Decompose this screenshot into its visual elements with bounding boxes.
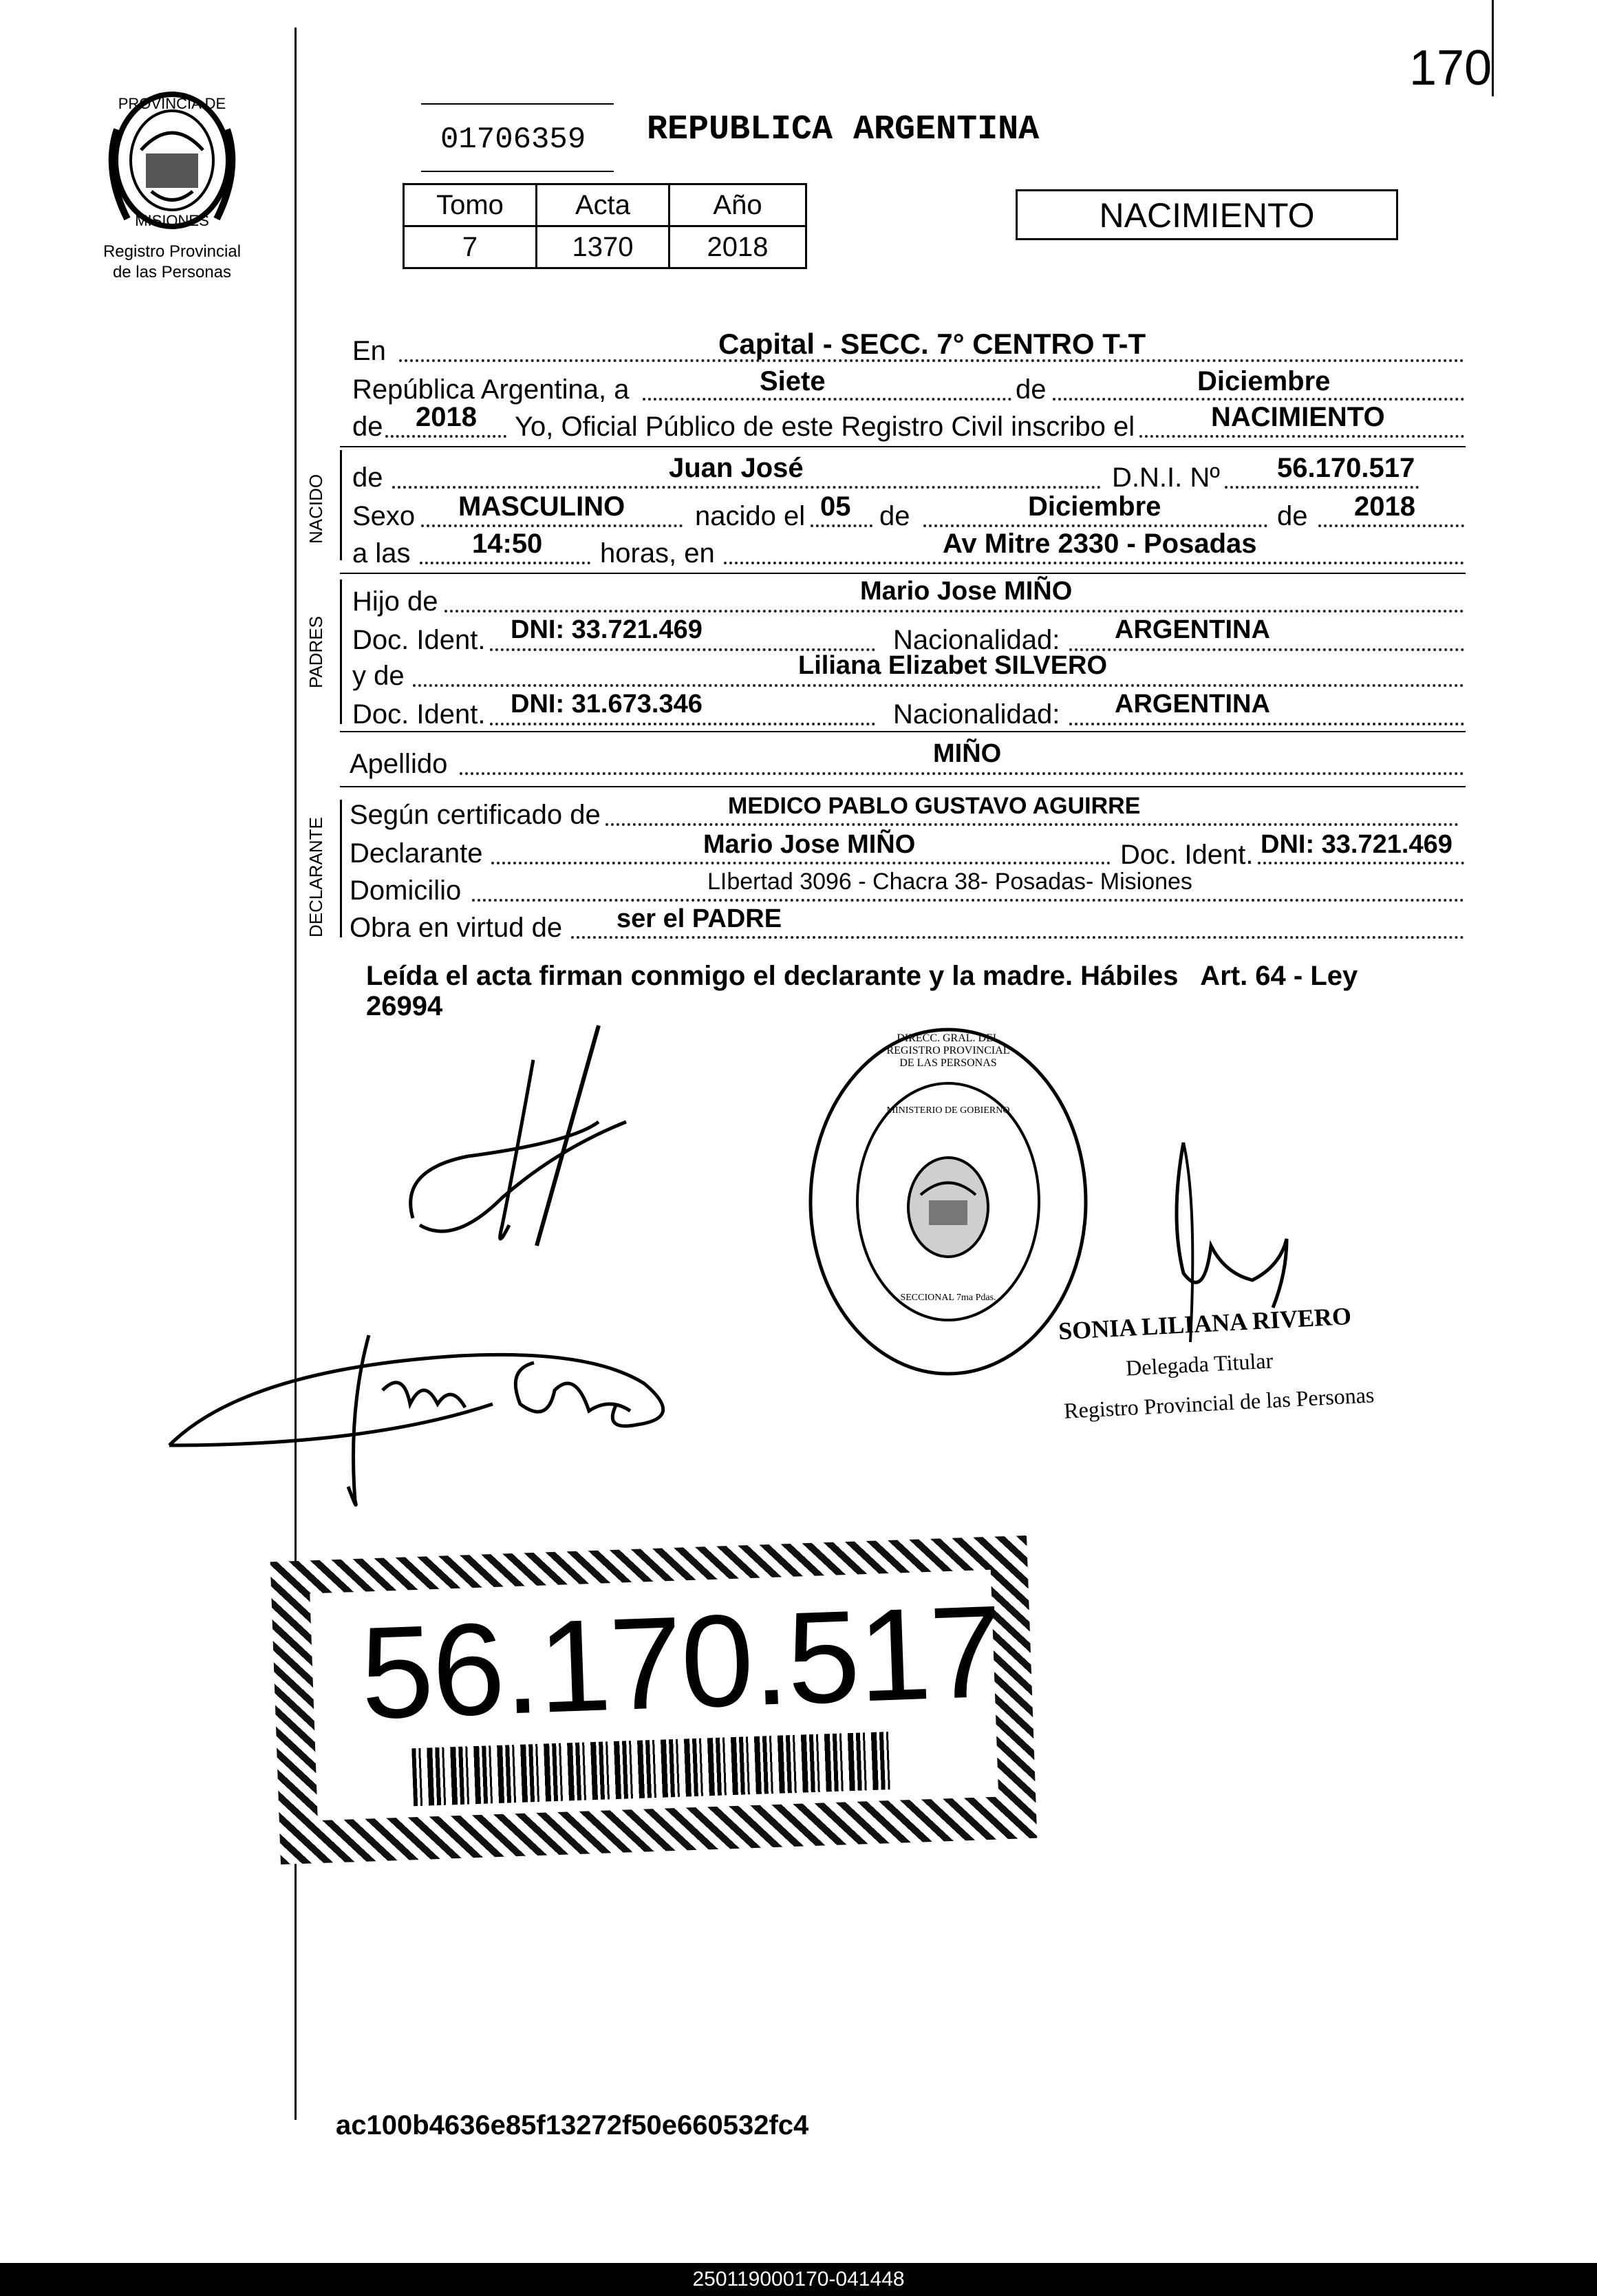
official-office: Registro Provincial de las Personas bbox=[1063, 1382, 1375, 1423]
control-number-bottom-rule bbox=[421, 171, 614, 172]
side-label-padres: PADRES bbox=[306, 616, 326, 688]
bar-declarante bbox=[340, 800, 342, 937]
rule-padres-bottom bbox=[340, 731, 1466, 732]
value-padre-doc: DNI: 33.721.469 bbox=[511, 615, 703, 644]
label-en: En bbox=[352, 336, 386, 366]
value-sexo: MASCULINO bbox=[458, 491, 625, 522]
value-declarante-doc: DNI: 33.721.469 bbox=[1261, 830, 1453, 859]
side-label-nacido: NACIDO bbox=[306, 474, 326, 544]
label-obra: Obra en virtud de bbox=[350, 913, 563, 943]
value-anio: 2018 bbox=[416, 402, 477, 432]
value-nombre: Juan José bbox=[669, 453, 804, 483]
dots-dia-nac bbox=[811, 524, 872, 527]
footer-bar bbox=[0, 2263, 1597, 2296]
acta-value-acta: 1370 bbox=[537, 226, 669, 268]
dots-hora bbox=[420, 562, 590, 564]
control-number-top-rule bbox=[421, 103, 614, 105]
right-edge-line bbox=[1492, 0, 1494, 96]
value-domicilio: LIbertad 3096 - Chacra 38- Posadas- Misiones bbox=[707, 869, 1192, 895]
coat-of-arms-logo bbox=[103, 88, 241, 233]
dots-lugar-nac bbox=[724, 562, 1464, 564]
dots-dni bbox=[1225, 486, 1419, 489]
label-de-nombre: de bbox=[352, 463, 383, 493]
dots-padre-nac bbox=[1069, 648, 1464, 651]
label-doc-ident-padre: Doc. Ident. bbox=[352, 625, 486, 655]
official-name: SONIA LILIANA RIVERO bbox=[1058, 1301, 1352, 1346]
dots-anio-nac bbox=[1318, 524, 1464, 527]
label-doc-ident-declarante: Doc. Ident. bbox=[1120, 840, 1254, 870]
dots-nombre bbox=[392, 486, 1101, 489]
dots-madre-nac bbox=[1069, 723, 1464, 725]
country-title: REPUBLICA ARGENTINA bbox=[647, 110, 1040, 149]
dots-certificado bbox=[605, 823, 1459, 826]
dots-declarante-doc bbox=[1258, 862, 1464, 864]
official-role: Delegada Titular bbox=[1125, 1348, 1274, 1381]
footer-code: 250119000170-041448 bbox=[692, 2268, 905, 2290]
stamp-inner-text: MINISTERIO DE GOBIERNO bbox=[886, 1105, 1010, 1116]
value-mes-nac: Diciembre bbox=[1028, 491, 1161, 522]
value-tipo: NACIMIENTO bbox=[1211, 402, 1385, 432]
label-nacionalidad-padre: Nacionalidad: bbox=[893, 625, 1060, 655]
label-doc-ident-madre: Doc. Ident. bbox=[352, 699, 486, 730]
value-obra: ser el PADRE bbox=[617, 904, 782, 933]
value-anio-nac: 2018 bbox=[1354, 491, 1415, 522]
value-lugar-nac: Av Mitre 2330 - Posadas bbox=[943, 529, 1257, 559]
acta-table bbox=[403, 183, 807, 269]
closing-line1: Leída el acta firman conmigo el declarante y la madre. Hábiles Art. 64 - Ley bbox=[366, 961, 1358, 991]
label-yo: Yo, Oficial Público de este Registro Civil inscribo el bbox=[515, 412, 1135, 442]
label-republica: República Argentina, a bbox=[352, 374, 630, 405]
signature-declarante bbox=[399, 1019, 647, 1266]
acta-header-acta: Acta bbox=[537, 184, 669, 226]
value-madre-doc: DNI: 31.673.346 bbox=[511, 690, 703, 719]
label-declarante: Declarante bbox=[350, 838, 483, 869]
label-de-mes-nac: de bbox=[879, 501, 910, 531]
act-type-box bbox=[1016, 189, 1398, 240]
label-hijo-de: Hijo de bbox=[352, 586, 438, 617]
label-apellido: Apellido bbox=[350, 749, 448, 779]
signature-madre bbox=[162, 1328, 713, 1521]
acta-value-tomo: 7 bbox=[404, 226, 537, 268]
closing-line2: 26994 bbox=[366, 991, 443, 1021]
logo-caption-line1: Registro Provincial bbox=[103, 242, 242, 261]
dots-declarante bbox=[491, 862, 1111, 864]
label-de-mes: de bbox=[1016, 374, 1047, 405]
dots-madre bbox=[413, 684, 1464, 687]
value-mes: Diciembre bbox=[1197, 366, 1331, 396]
label-nacido-el: nacido el bbox=[695, 501, 806, 531]
label-de-anio-nac: de bbox=[1277, 501, 1308, 531]
label-segun: Según certificado de bbox=[350, 800, 601, 830]
label-domicilio: Domicilio bbox=[350, 875, 462, 906]
dots-mes-nac bbox=[923, 524, 1267, 527]
value-madre: Liliana Elizabet SILVERO bbox=[798, 651, 1108, 680]
label-sexo: Sexo bbox=[352, 501, 416, 531]
document-hash: ac100b4636e85f13272f50e660532fc4 bbox=[336, 2110, 809, 2140]
label-horas-en: horas, en bbox=[600, 538, 715, 568]
dots-anio bbox=[385, 435, 506, 438]
value-lugar: Capital - SECC. 7° CENTRO T-T bbox=[718, 328, 1146, 360]
page-number: 170 bbox=[1409, 41, 1492, 96]
value-dni: 56.170.517 bbox=[1277, 453, 1415, 483]
official-stamp bbox=[804, 1023, 1093, 1381]
acta-header-tomo: Tomo bbox=[404, 184, 537, 226]
acta-header-anio: Año bbox=[669, 184, 806, 226]
value-hora: 14:50 bbox=[472, 529, 543, 559]
dots-obra bbox=[571, 936, 1464, 939]
bar-padres bbox=[340, 580, 342, 724]
label-nacionalidad-madre: Nacionalidad: bbox=[893, 699, 1060, 730]
dots-dia bbox=[643, 398, 1011, 401]
label-de-anio: de bbox=[352, 412, 383, 442]
logo-seal-bottom: MISIONES bbox=[135, 212, 209, 229]
value-dia: Siete bbox=[760, 366, 826, 396]
barcode-sticker bbox=[270, 1535, 1038, 1864]
control-number: 01706359 bbox=[440, 123, 586, 157]
acta-value-anio: 2018 bbox=[669, 226, 806, 268]
logo-seal-top: PROVINCIA DE bbox=[118, 95, 226, 112]
rule-nacido-top bbox=[340, 446, 1466, 447]
bar-nacido bbox=[340, 450, 342, 560]
dots-mes bbox=[1053, 398, 1464, 401]
value-declarante: Mario Jose MIÑO bbox=[703, 830, 916, 859]
dots-padre bbox=[444, 610, 1464, 613]
value-apellido: MIÑO bbox=[933, 739, 1002, 768]
value-certificado: MEDICO PABLO GUSTAVO AGUIRRE bbox=[728, 793, 1141, 819]
dots-sexo bbox=[421, 524, 683, 527]
rule-declarante-top bbox=[340, 786, 1466, 787]
dots-madre-doc bbox=[490, 723, 875, 725]
logo-caption-line2: de las Personas bbox=[112, 263, 232, 281]
sticker-number: 56.170.517 bbox=[358, 1578, 1004, 1747]
side-label-declarante: DECLARANTE bbox=[306, 817, 326, 937]
label-y-de: y de bbox=[352, 661, 405, 691]
dots-domicilio bbox=[472, 899, 1464, 902]
rule-padres-top bbox=[340, 573, 1466, 574]
value-madre-nac: ARGENTINA bbox=[1115, 690, 1270, 719]
value-padre: Mario Jose MIÑO bbox=[860, 577, 1073, 606]
dots-tipo bbox=[1139, 435, 1464, 438]
value-padre-nac: ARGENTINA bbox=[1115, 615, 1270, 644]
act-type: NACIMIENTO bbox=[1099, 196, 1315, 235]
label-a-las: a las bbox=[352, 538, 411, 568]
sticker-inner bbox=[310, 1570, 1004, 1820]
value-dia-nac: 05 bbox=[820, 491, 851, 522]
label-dni: D.N.I. Nº bbox=[1112, 463, 1220, 493]
stamp-bottom-text: SECCIONAL 7ma Pdas. bbox=[900, 1293, 996, 1303]
dots-apellido bbox=[460, 772, 1464, 775]
stamp-outer-text: DIRECC. GRAL. DEL REGISTRO PROVINCIAL DE LAS PERSONAS bbox=[886, 1032, 1010, 1069]
